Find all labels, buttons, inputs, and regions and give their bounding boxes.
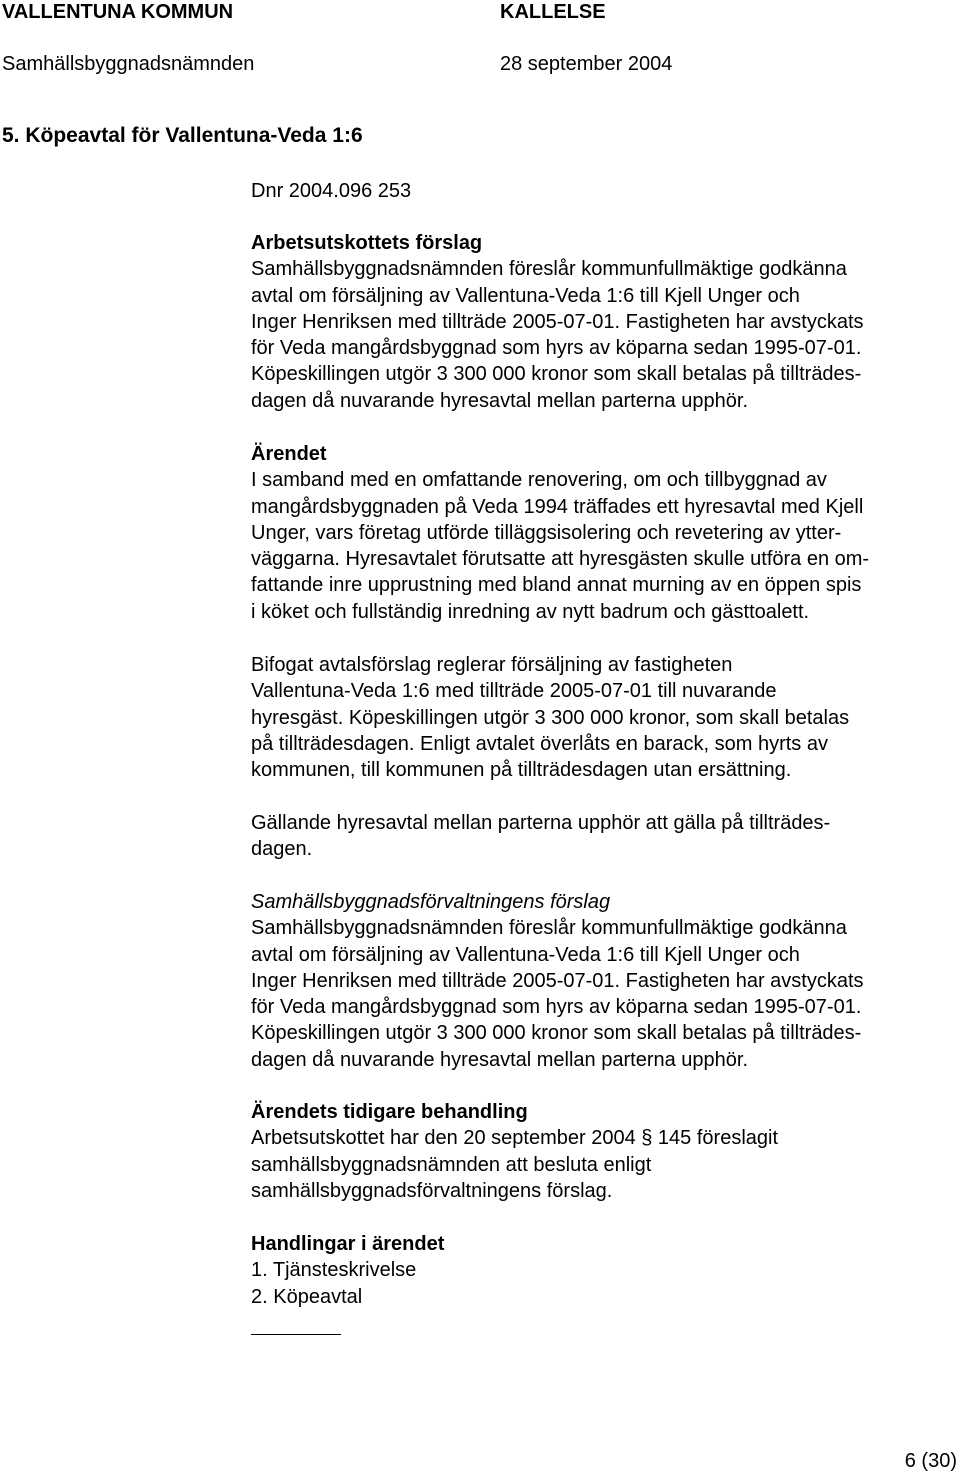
meeting-date: 28 september 2004	[500, 53, 673, 75]
handlingar-heading: Handlingar i ärendet	[251, 1233, 445, 1255]
au-line: Samhällsbyggnadsnämnden föreslår kommunfullmäktige godkänna	[251, 258, 847, 281]
au-line: Köpeskillingen utgör 3 300 000 kronor som skall betalas på tillträdes-	[251, 363, 862, 386]
list-item: 1. Tjänsteskrivelse	[251, 1259, 417, 1282]
municipality-name: VALLENTUNA KOMMUN	[2, 1, 234, 23]
forv-heading: Samhällsbyggnadsförvaltningens förslag	[251, 891, 611, 913]
arendet-line: kommunen, till kommunen på tillträdesdagen utan ersättning.	[251, 759, 792, 782]
arendet-line: i köket och fullständig inredning av nytt badrum och gästtoalett.	[251, 600, 810, 623]
forv-line: dagen då nuvarande hyresavtal mellan parterna upphör.	[251, 1048, 749, 1071]
arendet-line: dagen.	[251, 838, 313, 861]
item-title: 5. Köpeavtal för Vallentuna-Veda 1:6	[2, 124, 363, 147]
arendet-line: fattande inre upprustning med bland annat murning av en öppen spis	[251, 574, 862, 597]
arendet-line: Gällande hyresavtal mellan parterna upphör att gälla på tillträdes-	[251, 812, 831, 834]
arendet-heading: Ärendet	[251, 443, 327, 465]
dnr: Dnr 2004.096 253	[251, 180, 412, 202]
document-type: KALLELSE	[500, 1, 606, 23]
arendet-line: hyresgäst. Köpeskillingen utgör 3 300 000 kronor, som skall betalas	[251, 706, 850, 729]
forv-line: Inger Henriksen med tillträde 2005-07-01. Fastigheten har avstyckats	[251, 969, 864, 992]
handlingar-list	[251, 1257, 956, 1310]
arendet-line: Vallentuna-Veda 1:6 med tillträde 2005-07-01 till nuvarande	[251, 680, 777, 703]
arendet-line: på tillträdesdagen. Enligt avtalet överlåts en barack, som hyrts av	[251, 732, 828, 755]
au-line: Inger Henriksen med tillträde 2005-07-01. Fastigheten har avstyckats	[251, 310, 864, 333]
arendet-line: väggarna. Hyresavtalet förutsatte att hyresgästen skulle utföra en om-	[251, 548, 870, 571]
page-number: 6 (30)	[904, 1450, 957, 1472]
au-section	[251, 230, 956, 414]
tidigare-section	[251, 1099, 956, 1204]
forv-line: för Veda mangårdsbyggnad som hyrs av köparna sedan 1995-07-01.	[251, 996, 862, 1019]
tidigare-heading: Ärendets tidigare behandling	[251, 1101, 528, 1123]
arendet-paragraph-3	[251, 810, 956, 863]
tidigare-line: samhällsbyggnadsförvaltningens förslag.	[251, 1179, 613, 1202]
forv-line: Köpeskillingen utgör 3 300 000 kronor som skall betalas på tillträdes-	[251, 1022, 862, 1045]
forv-section	[251, 889, 956, 1073]
arendet-line: I samband med en omfattande renovering, om och tillbyggnad av	[251, 469, 827, 492]
committee-name: Samhällsbyggnadsnämnden	[2, 53, 255, 75]
arendet-line: mangårdsbyggnaden på Veda 1994 träffades ett hyresavtal med Kjell	[251, 495, 864, 518]
tidigare-line: samhällsbyggnadsnämnden att besluta enligt	[251, 1153, 652, 1176]
arendet-section	[251, 441, 956, 625]
arendet-paragraph-2	[251, 652, 956, 783]
dnr-block	[251, 178, 956, 204]
tidigare-line: Arbetsutskottet har den 20 september 2004 § 145 föreslagit	[251, 1127, 779, 1150]
forv-line: avtal om försäljning av Vallentuna-Veda 1:6 till Kjell Unger och	[251, 943, 800, 966]
forv-line: Samhällsbyggnadsnämnden föreslår kommunfullmäktige godkänna	[251, 917, 847, 940]
closing-rule	[251, 1334, 341, 1335]
handlingar-section	[251, 1231, 956, 1310]
au-line: för Veda mangårdsbyggnad som hyrs av köparna sedan 1995-07-01.	[251, 337, 862, 360]
list-item: 2. Köpeavtal	[251, 1285, 363, 1308]
arendet-line: Bifogat avtalsförslag reglerar försäljning av fastigheten	[251, 654, 733, 676]
au-line: dagen då nuvarande hyresavtal mellan parterna upphör.	[251, 389, 749, 412]
au-heading: Arbetsutskottets förslag	[251, 232, 483, 254]
arendet-line: Unger, vars företag utförde tilläggsisolering och revetering av ytter-	[251, 521, 842, 544]
au-line: avtal om försäljning av Vallentuna-Veda 1:6 till Kjell Unger och	[251, 284, 800, 307]
